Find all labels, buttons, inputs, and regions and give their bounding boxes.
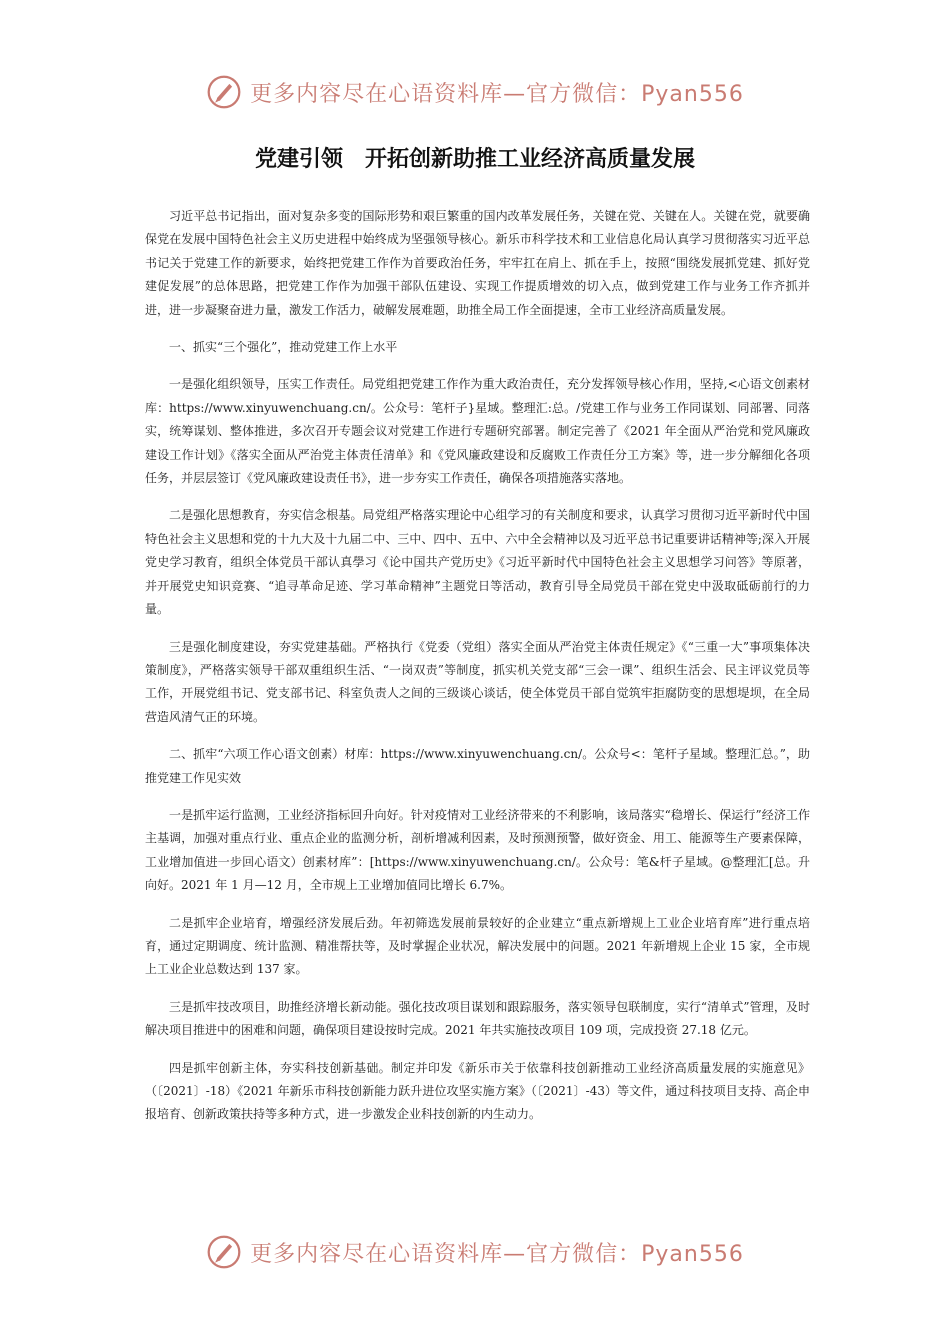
body-paragraph: 二是抓牢企业培育，增强经济发展后劲。年初筛选发展前景较好的企业建立“重点新增规上工业企业培育库”进行重点培育，通过定期调度、统计监测、精准帮扶等，及时掌握企业状况，解决发展中的问题。2021 年新增规上企业 15 家，全市规上工业企业总数达到 137 家。 [145,915,810,977]
hand-pen-logo-icon [206,1234,242,1270]
footer-watermark-banner [0,1230,950,1274]
section-heading: 一、抓实“三个强化”，推动党建工作上水平 [169,340,398,355]
body-paragraph: 三是抓牢技改项目，助推经济增长新动能。强化技改项目谋划和跟踪服务，落实领导包联制度，实行“清单式”管理，及时解决项目推进中的困难和问题，确保项目建设按时完成。2021 年共实施技改项目 109 项，完成投资 27.18 亿元。 [145,999,810,1038]
hand-pen-logo-icon [206,74,242,110]
body-paragraph: 一是抓牢运行监测，工业经济指标回升向好。针对疫情对工业经济带来的不利影响，该局落实“稳增长、保运行”经济工作主基调，加强对重点行业、重点企业的监测分析，剖析增减利因素，及时预测预警，做好资金、用工、能源等生产要素保障，工业增加值进一步回心语文）创素材库”：[https://www.xinyuwenchuang.cn/。公众号：笔&杆子星域。@整理汇[总。升向好。2021 年 1 月—12 月，全市规上工业增加值同比增长 6.7%。 [145,807,810,893]
watermark-text: 更多内容尽在心语资料库—官方微信：Pyan556 [250,1241,744,1267]
body-paragraph: 三是强化制度建设，夯实党建基础。严格执行《党委（党组）落实全面从严治党主体责任规定》《“三重一大”事项集体决策制度》，严格落实领导干部双重组织生活、“一岗双责”等制度，抓实机关党支部“三会一课”、组织生活会、民主评议党员等工作，开展党组书记、党支部书记、科室负责人之间的三级谈心谈话，使全体党员干部自觉筑牢拒腐防变的思想堤坝，在全局营造风清气正的环境。 [145,639,810,724]
document-body [145,205,810,1141]
intro-paragraph: 习近平总书记指出，面对复杂多变的国际形势和艰巨繁重的国内改革发展任务，关键在党、关键在人。关键在党，就要确保党在发展中国特色社会主义历史进程中始终成为坚强领导核心。新乐市科学技术和工业信息化局认真学习贯彻落实习近平总书记关于党建工作的新要求，始终把党建工作作为首要政治任务，牢牢扛在肩上、抓在手上，按照“围绕发展抓党建、抓好党建促发展”的总体思路，把党建工作作为加强干部队伍建设、实现工作提质增效的切入点，做到党建工作与业务工作齐抓并进，进一步凝聚奋进力量，激发工作活力，破解发展难题，助推全局工作全面提速，全市工业经济高质量发展。 [145,209,810,317]
header-watermark-banner [0,70,950,114]
watermark-text: 更多内容尽在心语资料库—官方微信：Pyan556 [250,81,744,107]
body-paragraph: 一是强化组织领导，压实工作责任。局党组把党建工作作为重大政治责任，充分发挥领导核心作用，坚持,<心语文创素材库：https://www.xinyuwenchuang.cn/。公众号：笔杆子}星域。整理汇:总。/党建工作与业务工作同谋划、同部署、同落实，统筹谋划、整体推进，多次召开专题会议对党建工作进行专题研究部署。制定完善了《2021 年全面从严治党和党风廉政建设工作计划》《落实全面从严治党主体责任清单》和《党风廉政建设和反腐败工作责任分工方案》等，进一步分解细化各项任务，并层层签订《党风廉政建设责任书》，进一步夯实工作责任，确保各项措施落实落地。 [145,377,810,486]
body-paragraph: 二是强化思想教育，夯实信念根基。局党组严格落实理论中心组学习的有关制度和要求，认真学习贯彻习近平新时代中国特色社会主义思想和党的十九大及十九届二中、三中、四中、五中、六中全会精神以及习近平总书记重要讲话精神等;深入开展党史学习教育，组织全体党员干部认真學习《论中国共产党历史》《习近平新时代中国特色社会主义思想学习问答》等原著，并开展党史知识竞赛、“追寻革命足迹、学习革命精神”主题党日等活动，教育引导全局党员干部在党史中汲取砥砺前行的力量。 [145,508,810,617]
section-heading: 二、抓牢“六项工作心语文创素）材库：https://www.xinyuwenchuang.cn/。公众号<：笔杆子星域。整理汇总。”，助推党建工作见实效 [145,747,810,785]
body-paragraph: 四是抓牢创新主体，夯实科技创新基础。制定并印发《新乐市关于依靠科技创新推动工业经济高质量发展的实施意见》（〔2021〕-18）《2021 年新乐市科技创新能力跃升进位攻坚实施方案》（〔2021〕-43）等文件，通过科技项目支持、高企申报培育、创新政策扶持等多种方式，进一步激发企业科技创新的内生动力。 [145,1060,810,1122]
document-title: 党建引领 开拓创新助推工业经济高质量发展 [254,147,695,172]
